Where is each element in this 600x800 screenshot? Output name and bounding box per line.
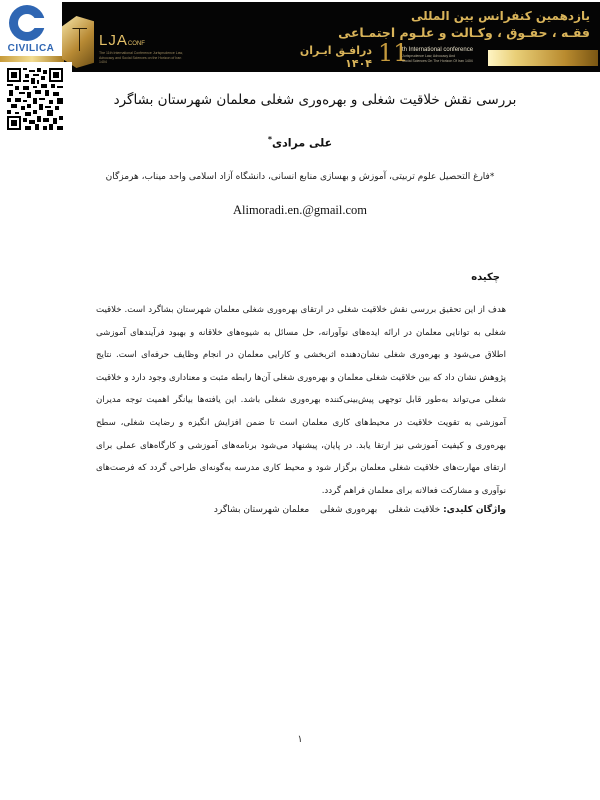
qr-code[interactable]	[0, 62, 72, 140]
keywords-line	[86, 505, 506, 515]
civilica-logo[interactable]	[0, 2, 62, 62]
lja-logo	[99, 32, 145, 49]
author-name	[200, 135, 400, 150]
author-footnote-mark: *	[267, 135, 273, 144]
civilica-label: CIVILICA	[7, 43, 55, 54]
lja-subtitle: The 11th International Conference Jurisprudence Law, Advocacy and Social Sciences on the Horizon of Iran 1404	[99, 51, 183, 64]
lja-logo-suffix: CONF	[127, 41, 145, 47]
english-line-1: th International conference	[402, 47, 474, 53]
abstract-body: هدف از این تحقیق بررسی نقش خلاقیت شغلی در ارتقای بهره‌وری شغلی معلمان شهرستان بشاگرد است. خلاقیت شغلی به توانایی معلمان در ارائه ایده‌های نوآورانه، حل مسائل به شیوه‌های خلاقانه و بهبود فرآیندهای آموزشی اطلاق می‌شود و بهره‌وری شغلی نشان‌دهنده اثربخشی و کارایی معلمان در انجام وظایف حرفه‌ای است. نتایج پژوهش نشان داد که بین خلاقیت شغلی معلمان و بهره‌وری شغلی آن‌ها رابطه مثبت و معناداری وجود دارد و خلاقیت شغلی می‌تواند به‌طور قابل توجهی پیش‌بینی‌کننده بهره‌وری شغلی باشد. این یافته‌ها بیانگر اهمیت توجه مدیران آموزشی به تقویت خلاقیت در محیط‌های کاری معلمان است تا ضمن افزایش انگیزه و رضایت شغلی، سطح بهره‌وری و کیفیت آموزشی نیز ارتقا یابد. در پایان، پیشنهاد می‌شود برنامه‌های آموزشی و کارگاه‌های عملی برای ارتقای مهارت‌های خلاقیت شغلی معلمان برگزار شود و محیط کاری مدرسه به‌گونه‌ای طراحی گردد که فرصت‌های نوآوری و مشارکت فعالانه برای معلمان فراهم گردد.	[96, 305, 506, 496]
conference-line-1: یازدهمین کنفرانس بین المللی	[410, 9, 590, 23]
conference-title-en	[402, 47, 473, 63]
author-name-text: علی مرادی	[272, 136, 333, 150]
conference-line-3: درافـق ایـران ۱۴۰۴	[299, 44, 372, 70]
keyword: معلمان شهرستان بشاگرد	[213, 505, 310, 515]
keyword: خلاقیت شغلی	[388, 505, 441, 515]
author-email[interactable]: Alimoradi.en.@gmail.com	[232, 203, 368, 217]
author-affiliation: *فارغ التحصیل علوم تربیتی، آموزش و بهسازی منابع انسانی، دانشگاه آزاد اسلامی واحد میناب، هرمزگان	[105, 172, 495, 182]
english-line-3: Social Sciences On The Horizon Of Iran 1404	[402, 58, 473, 63]
english-line-2: Jurisprudence Law, Advocacy And	[402, 54, 456, 58]
civilica-c-icon	[9, 5, 45, 41]
page-number: ۱	[297, 734, 303, 745]
gold-gradient-bar	[488, 50, 598, 66]
conference-title-fa	[290, 8, 590, 41]
lja-logo-text: LJA	[99, 32, 128, 49]
keywords-label: واژگان کلیدی:	[443, 505, 506, 515]
conference-line-2: فقـه ، حقـوق ، وکـالت و علـوم اجتمـاعی	[338, 25, 590, 40]
conference-number: 11	[378, 39, 409, 67]
keyword: بهره‌وری شغلی	[320, 505, 378, 515]
scale-icon	[72, 28, 87, 53]
qr-code-icon	[7, 68, 63, 130]
abstract-heading: چکیده	[471, 272, 500, 283]
conference-banner	[0, 2, 600, 72]
paper-title: بررسی نقش خلاقیت شغلی و بهره‌وری شغلی معلمان شهرستان بشاگرد	[113, 92, 517, 108]
